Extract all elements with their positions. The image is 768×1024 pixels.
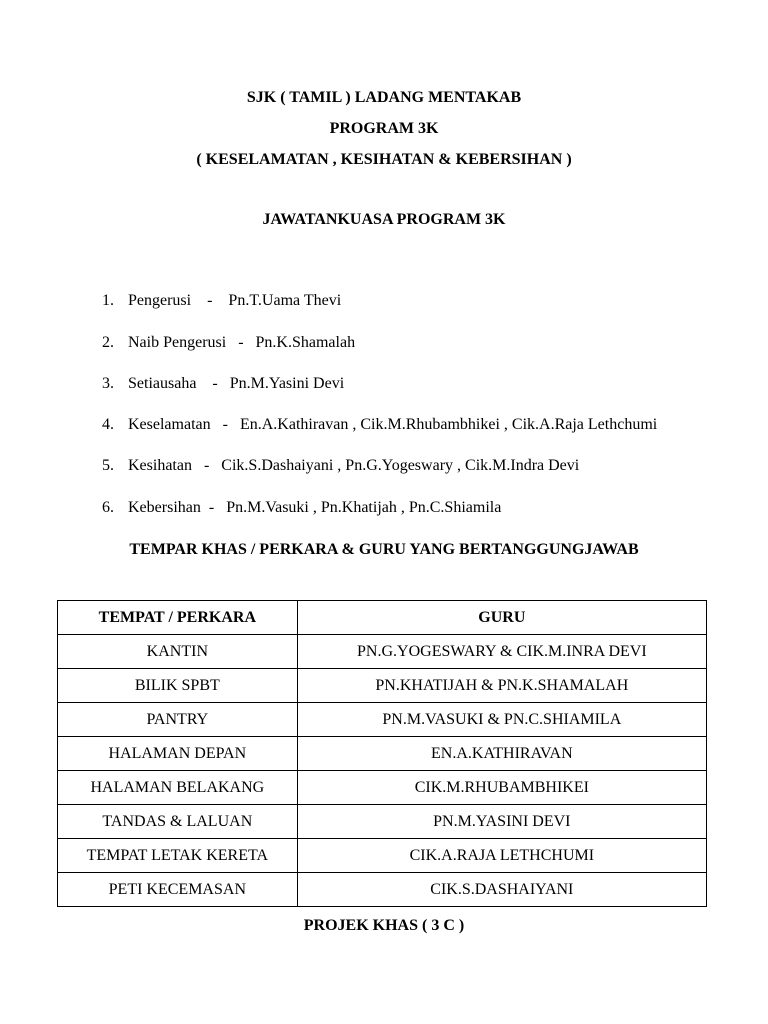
teacher-cell: EN.A.KATHIRAVAN xyxy=(297,737,706,771)
committee-item-text: Kesihatan - Cik.S.Dashaiyani , Pn.G.Yogeswary , Cik.M.Indra Devi xyxy=(128,457,580,474)
committee-item-number: 2. xyxy=(102,334,114,351)
committee-item xyxy=(86,478,501,538)
school-name: SJK ( TAMIL ) LADANG MENTAKAB xyxy=(246,89,522,106)
table-row xyxy=(58,873,707,907)
duty-table xyxy=(57,600,707,907)
place-cell: TEMPAT LETAK KERETA xyxy=(58,839,298,873)
place-cell: KANTIN xyxy=(58,635,298,669)
committee-item-text: Setiausaha - Pn.M.Yasini Devi xyxy=(128,375,345,392)
committee-item-text: Naib Pengerusi - Pn.K.Shamalah xyxy=(128,334,356,351)
teacher-cell: PN.M.YASINI DEVI xyxy=(297,805,706,839)
committee-item-text: Keselamatan - En.A.Kathiravan , Cik.M.Rhubambhikei , Cik.A.Raja Lethchumi xyxy=(128,416,658,433)
table-row xyxy=(58,703,707,737)
committee-item-number: 6. xyxy=(102,499,114,516)
table-header-row xyxy=(58,601,707,635)
committee-item-number: 4. xyxy=(102,416,114,433)
column-header-place: TEMPAT / PERKARA xyxy=(58,601,298,635)
place-cell: PANTRY xyxy=(58,703,298,737)
teacher-cell: CIK.S.DASHAIYANI xyxy=(297,873,706,907)
committee-item-number: 3. xyxy=(102,375,114,392)
committee-title: JAWATANKUASA PROGRAM 3K xyxy=(262,211,506,228)
table-row xyxy=(58,839,707,873)
committee-item-number: 5. xyxy=(102,457,114,474)
footer-title: PROJEK KHAS ( 3 C ) xyxy=(303,917,465,934)
committee-item-text: Pengerusi - Pn.T.Uama Thevi xyxy=(128,292,342,309)
teacher-cell: PN.G.YOGESWARY & CIK.M.INRA DEVI xyxy=(297,635,706,669)
program-full-name: ( KESELAMATAN , KESIHATAN & KEBERSIHAN ) xyxy=(196,151,572,168)
place-cell: TANDAS & LALUAN xyxy=(58,805,298,839)
committee-item-number: 1. xyxy=(102,292,114,309)
place-cell: PETI KECEMASAN xyxy=(58,873,298,907)
teacher-cell: PN.KHATIJAH & PN.K.SHAMALAH xyxy=(297,669,706,703)
table-row xyxy=(58,635,707,669)
place-cell: HALAMAN BELAKANG xyxy=(58,771,298,805)
place-cell: BILIK SPBT xyxy=(58,669,298,703)
committee-item-text: Kebersihan - Pn.M.Vasuki , Pn.Khatijah , Pn.C.Shiamila xyxy=(128,499,502,516)
teacher-cell: PN.M.VASUKI & PN.C.SHIAMILA xyxy=(297,703,706,737)
table-row xyxy=(58,805,707,839)
table-row xyxy=(58,771,707,805)
duty-section-title: TEMPAR KHAS / PERKARA & GURU YANG BERTANGGUNGJAWAB xyxy=(129,541,639,558)
teacher-cell: CIK.M.RHUBAMBHIKEI xyxy=(297,771,706,805)
program-title: PROGRAM 3K xyxy=(329,120,439,137)
teacher-cell: CIK.A.RAJA LETHCHUMI xyxy=(297,839,706,873)
column-header-teacher: GURU xyxy=(297,601,706,635)
place-cell: HALAMAN DEPAN xyxy=(58,737,298,771)
table-row xyxy=(58,669,707,703)
table-row xyxy=(58,737,707,771)
